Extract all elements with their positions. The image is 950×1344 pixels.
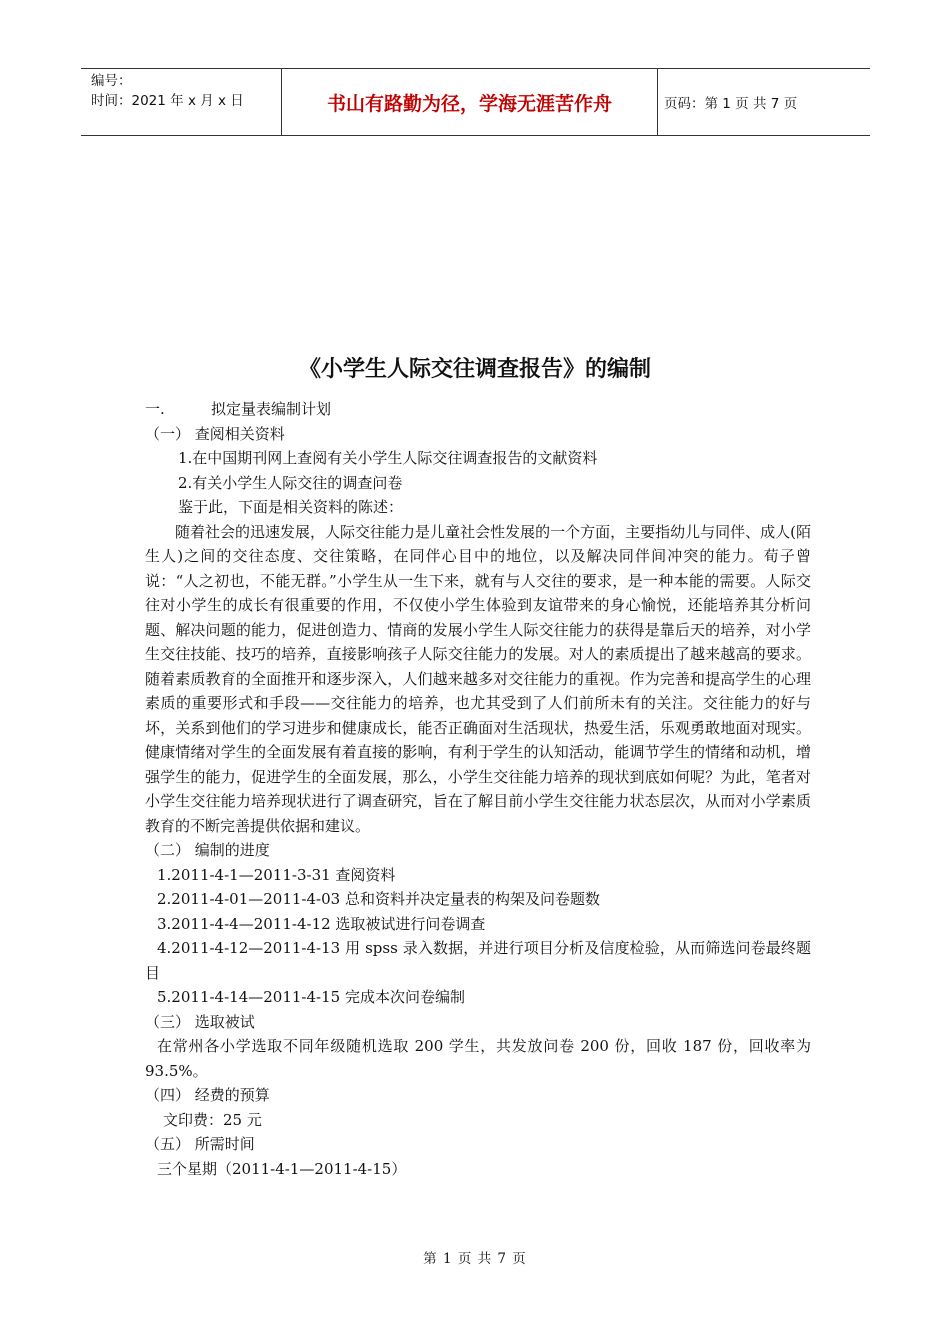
schedule-item: 1.2011-4-1—2011-3-31 查阅资料 [157, 865, 396, 884]
subsection-5-text: 三个星期（2011-4-1—2011-4-15） [157, 1159, 407, 1178]
subsection-1-paragraph: 随着社会的迅速发展，人际交往能力是儿童社会性发展的一个方面，主要指幼儿与同伴、成人(陌生人)之间的交往态度、交往策略，在同伴心目中的地位，以及解决同伴间冲突的能力。荀子曾说：“人之初也，不能无群。”小学生从一生下来，就有与人交往的要求，是一种本能的需要。人际交往对小学生的成长有很重要的作用，不仅使小学生体验到友谊带来的身心愉悦，还能培养其分析问题、解决问题的能力，促进创造力、情商的发展小学生人际交往能力的获得是靠后天的培养，对小学生交往技能、技巧的培养，直接影响孩子人际交往能力的发展。对人的素质提出了越来越高的要求。随着素质教育的全面推开和逐步深入，人们越来越多对交往能力的重视。作为完善和提高学生的心理素质的重要形式和手段——交往能力的培养，也尤其受到了人们前所未有的关注。交往能力的好与坏，关系到他们的学习进步和健康成长，能否正确面对生活现状，热爱生活，乐观勇敢地面对现实。健康情绪对学生的全面发展有着直接的影响，有利于学生的认知活动，能调节学生的情绪和动机，增强学生的能力，促进学生的全面发展，那么，小学生交往能力培养的现状到底如何呢？为此，笔者对小学生交往能力培养现状进行了调查研究，旨在了解目前小学生交往能力状态层次，从而对小学素质教育的不断完善提供依据和建议。 [145, 522, 811, 835]
schedule-item: 2.2011-4-01—2011-4-03 总和资料并决定量表的构架及问卷题数 [157, 890, 600, 908]
header-meta [81, 69, 281, 135]
header-page-info: 页码：第 1 页 共 7 页 [664, 96, 798, 112]
subsection-2-heading: （二） 编制的进度 [145, 841, 270, 859]
subsection-1-item-1: 1.在中国期刊网上查阅有关小学生人际交往调查报告的文献资料 [178, 449, 598, 467]
schedule-item: 5.2011-4-14—2011-4-15 完成本次问卷编制 [157, 988, 465, 1006]
document-body [145, 397, 811, 1181]
date-label: 时间：2021 年 x 月 x 日 [91, 93, 244, 109]
subsection-4-heading: （四） 经费的预算 [145, 1086, 270, 1104]
schedule-item: 4.2011-4-12—2011-4-13 用 spss 录入数据，并进行项目分析及信度检验，从而筛选问卷最终题目 [145, 939, 811, 982]
subsection-4-text: 文印费：25 元 [163, 1110, 262, 1129]
subsection-3-text: 在常州各小学选取不同年级随机选取 200 学生，共发放问卷 200 份，回收 187 份，回收率为 93.5%。 [145, 1037, 811, 1080]
section-1-heading [145, 397, 811, 422]
header-motto: 书山有路勤为径，学海无涯苦作舟 [281, 69, 658, 135]
subsection-1-heading: （一） 查阅相关资料 [145, 424, 285, 443]
section-1-number: 一. [145, 400, 165, 418]
document-header [81, 68, 870, 136]
number-label: 编号： [91, 73, 132, 89]
subsection-1-item-2: 2.有关小学生人际交往的调查问卷 [178, 473, 403, 492]
document-title: 《小学生人际交往调查报告》的编制 [298, 357, 651, 382]
subsection-5-heading: （五） 所需时间 [145, 1135, 255, 1153]
section-1-label: 拟定量表编制计划 [211, 400, 332, 418]
page-footer: 第 1 页 共 7 页 [423, 1251, 527, 1267]
schedule-item: 3.2011-4-4—2011-4-12 选取被试进行问卷调查 [157, 914, 486, 933]
subsection-3-heading: （三） 选取被试 [145, 1012, 255, 1031]
subsection-1-lead: 鉴于此，下面是相关资料的陈述： [178, 498, 404, 516]
